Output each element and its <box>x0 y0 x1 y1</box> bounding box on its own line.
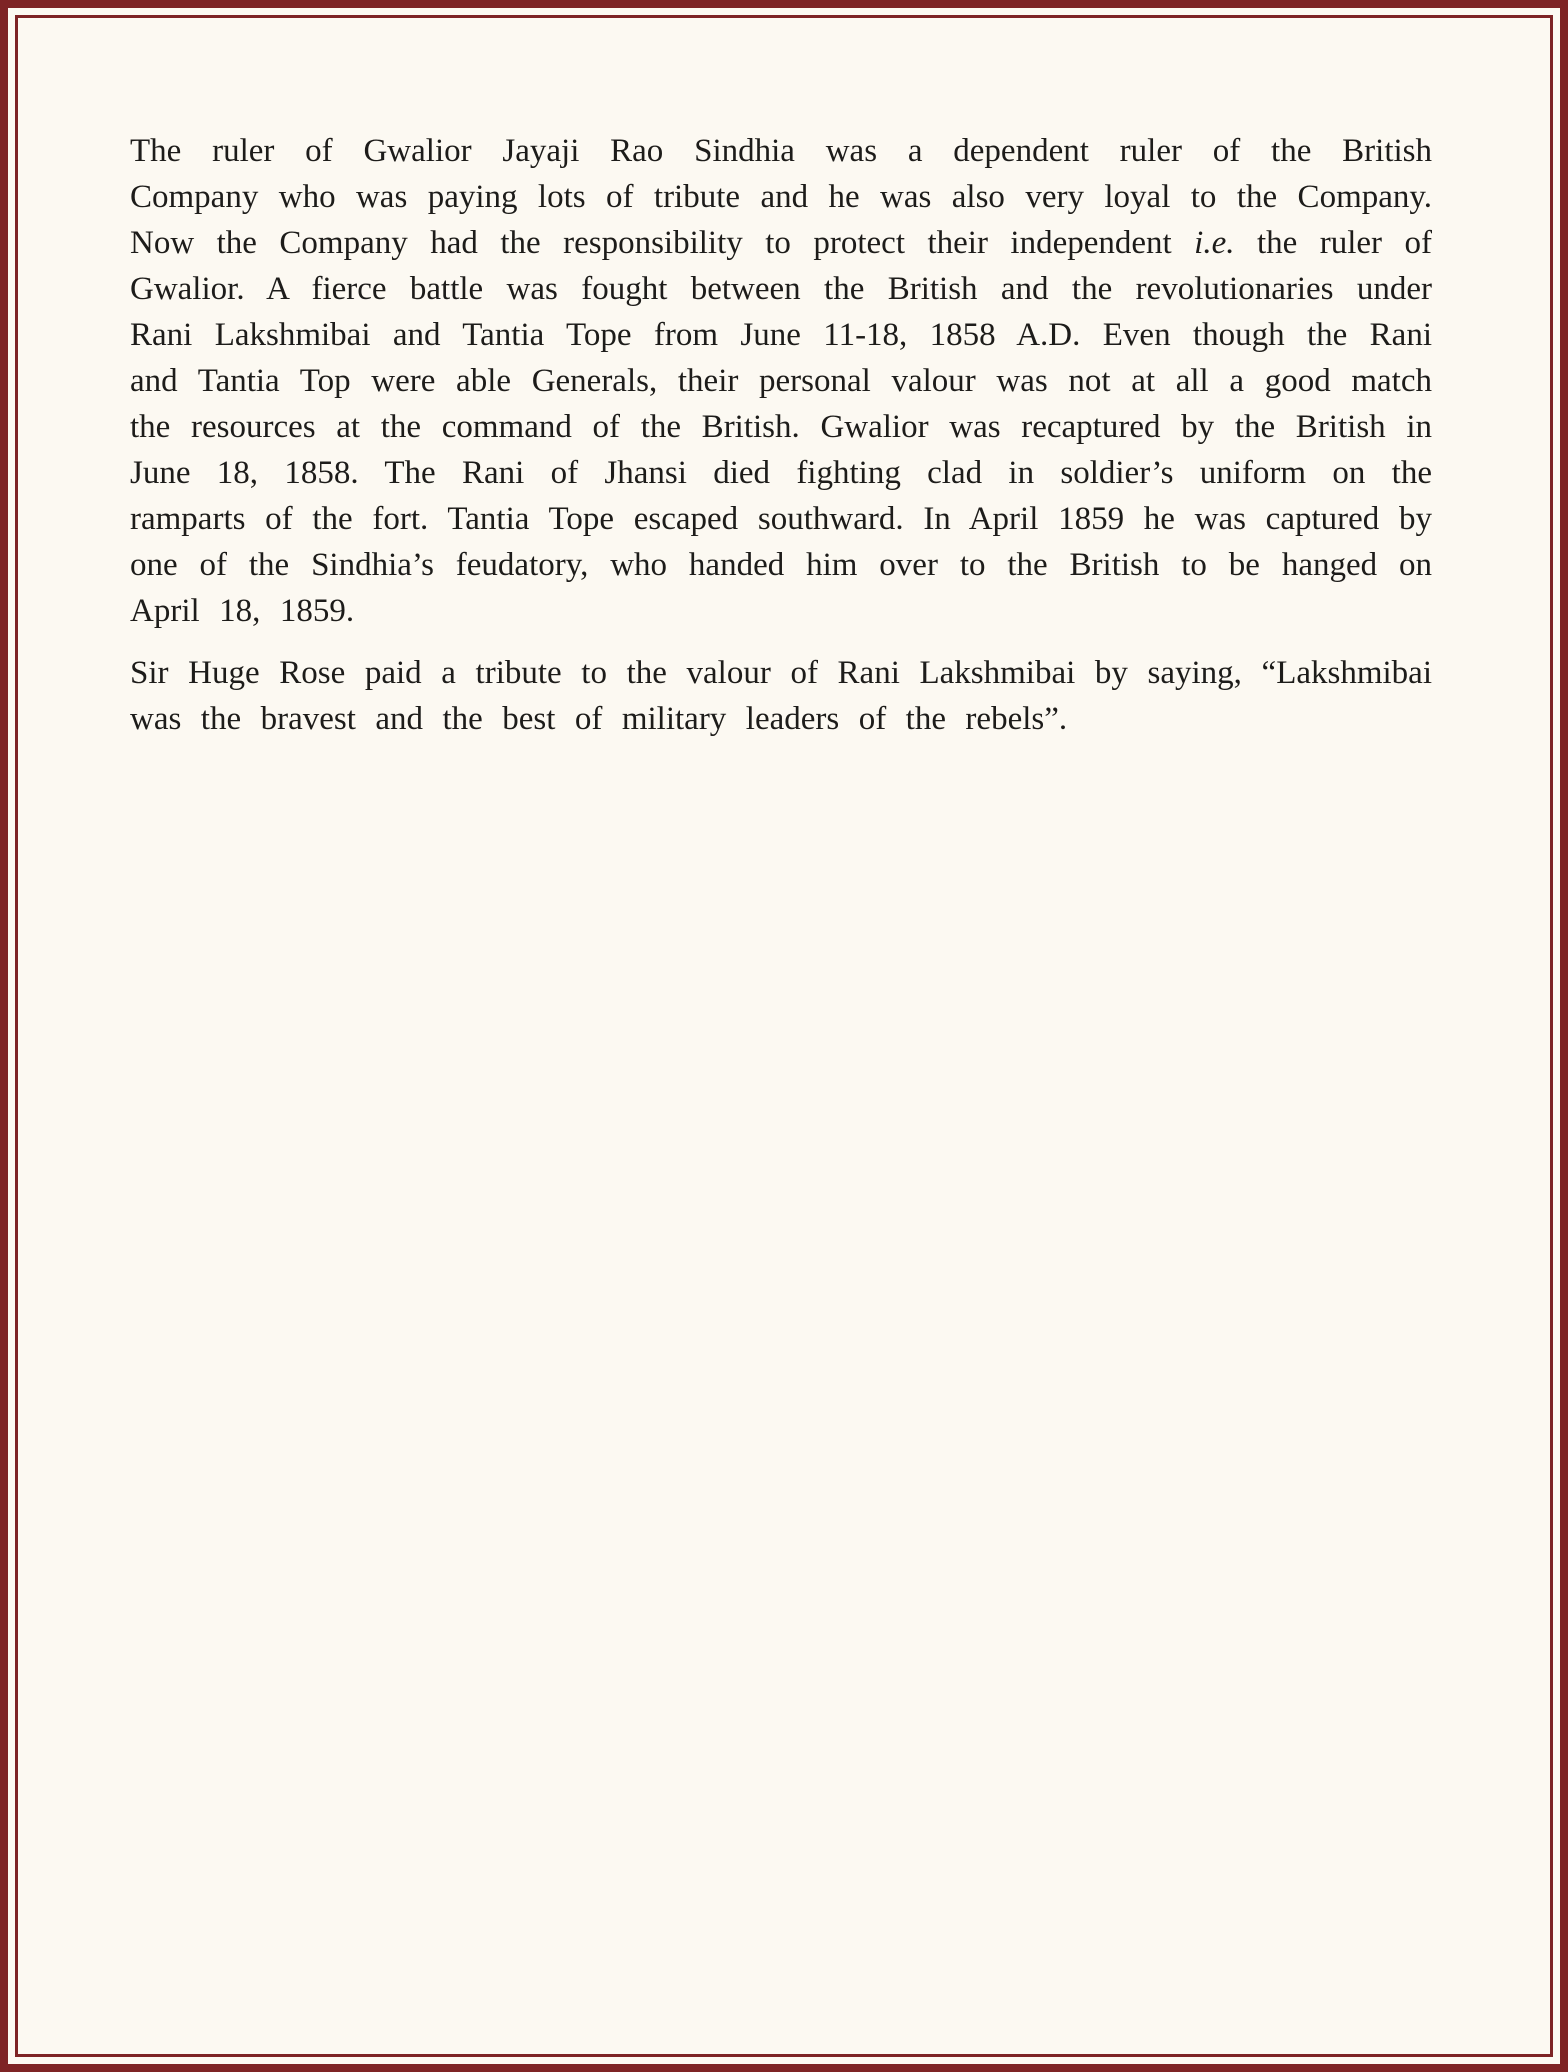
paragraph-gwalior-battle <box>130 128 1432 634</box>
page-text-block <box>130 128 1432 742</box>
paragraph-1-text-before-italic: The ruler of Gwalior Jayaji Rao Sindhia was a dependent ruler of the British Company who was paying lots of tribute and he was also very loyal to the Company. Now the Company had the responsibility to protect their independent <box>130 133 1432 261</box>
page-inner-border <box>15 15 1553 2057</box>
latin-abbreviation-ie: i.e. <box>1194 225 1235 261</box>
paragraph-1-text-after-italic: the ruler of Gwalior. A fierce battle was fought between the British and the revolutionaries under Rani Lakshmibai and Tantia Tope from June 11-18, 1858 A.D. Even though the Rani and Tantia Top were able Generals, their personal valour was not at all a good match the resources at the command of the British. Gwalior was recaptured by the British in June 18, 1858. The Rani of Jhansi died fighting clad in soldier’s uniform on the ramparts of the fort. Tantia Tope escaped southward. In April 1859 he was captured by one of the Sindhia’s feudatory, who handed him over to the British to be hanged on April 18, 1859. <box>130 225 1433 629</box>
paragraph-hugh-rose-tribute: Sir Huge Rose paid a tribute to the valour of Rani Lakshmibai by saying, “Lakshmibai was the bravest and the best of military leaders of the rebels”. <box>130 655 1432 737</box>
